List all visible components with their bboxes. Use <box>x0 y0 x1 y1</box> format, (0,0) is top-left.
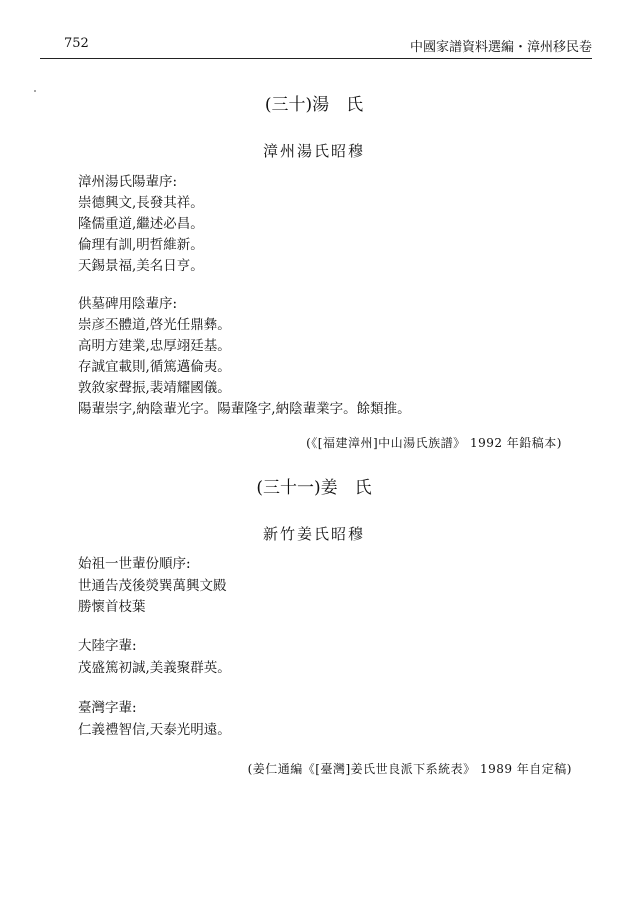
section-31-citation: (姜仁通編《[臺灣]姜氏世良派下系統表》 1989 年自定稿) <box>247 762 572 776</box>
block3-line: 仁義禮智信,天泰光明遠。 <box>78 722 231 738</box>
block1-line: 世通告茂後熒巽萬興文殿 <box>78 578 227 594</box>
block3-heading: 臺灣字輩: <box>78 700 137 716</box>
section-31-subtitle: 新竹姜氏昭穆 <box>262 525 365 543</box>
poem2-heading: 供墓碑用陰輩序: <box>78 296 178 312</box>
section-30-title: (三十)湯 氏 <box>264 95 364 115</box>
block1-line: 勝懷首枝葉 <box>78 599 146 615</box>
poem2-line: 崇彦丕體道,啓光任鼎彝。 <box>78 317 231 333</box>
block2-line: 茂盛篤初誠,美義聚群英。 <box>78 660 231 676</box>
page-number: 752 <box>64 36 89 51</box>
block2-heading: 大陸字輩: <box>78 638 137 654</box>
header-divider <box>40 58 592 59</box>
poem2-line: 高明方建業,忠厚翊廷基。 <box>78 338 231 354</box>
poem2-line: 存誠宜載則,循篤邁倫夷。 <box>78 359 231 375</box>
block1-heading: 始祖一世輩份順序: <box>78 556 191 572</box>
poem1-heading: 漳州湯氏陽輩序: <box>78 174 178 190</box>
section-30-citation: (《[福建漳州]中山湯氏族譜》 1992 年鉛稿本) <box>306 436 562 450</box>
poem2-line: 敦敘家聲振,裴靖耀國儀。 <box>78 380 231 396</box>
poem1-line: 崇德興文,長發其祥。 <box>78 195 204 211</box>
section-30-subtitle: 漳州湯氏昭穆 <box>262 142 365 160</box>
poem2-note: 陽輩崇字,納陰輩光字。陽輩隆字,納陰輩業字。餘類推。 <box>78 401 411 417</box>
poem1-line: 倫理有訓,明哲維新。 <box>78 237 204 253</box>
poem1-line: 隆儒重道,繼述必昌。 <box>78 216 204 232</box>
poem1-line: 天錫景福,美名日亨。 <box>78 258 204 274</box>
section-31-title: (三十一)姜 氏 <box>256 478 372 498</box>
running-header-title: 中國家譜資料選編・漳州移民卷 <box>409 40 592 55</box>
